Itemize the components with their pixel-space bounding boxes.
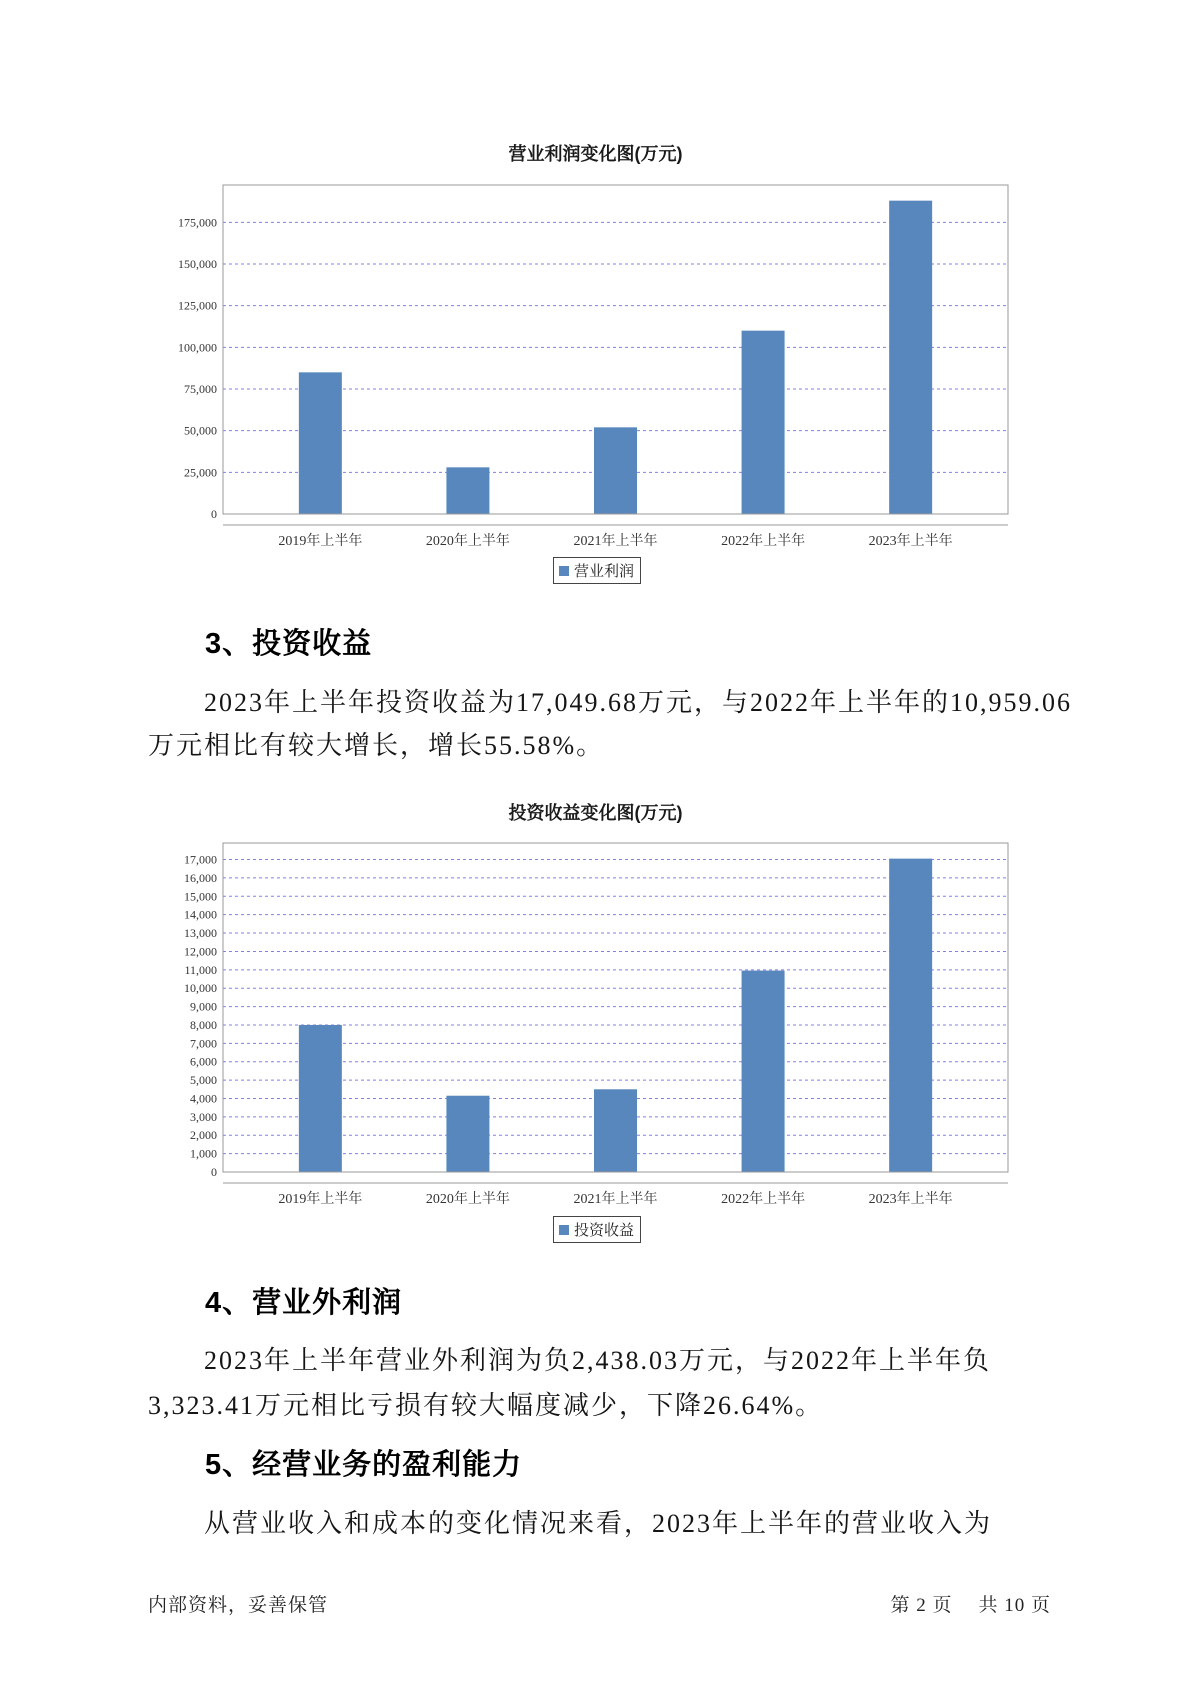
chart-legend [553,557,641,584]
paragraph-line: 从营业收入和成本的变化情况来看，2023年上半年的营业收入为 [204,1509,993,1538]
paragraph-line: 3,323.41万元相比亏损有较大幅度减少，下降26.64%。 [148,1391,824,1420]
x-tick-label: 2022年上半年 [721,1192,806,1207]
operating-profit-chart [0,175,1060,555]
y-tick-label: 14,000 [184,907,217,922]
x-tick-label: 2020年上半年 [425,1192,510,1207]
y-tick-label: 4,000 [190,1091,217,1106]
x-tick-label: 2021年上半年 [573,1192,658,1207]
y-tick-label: 100,000 [178,340,217,355]
footer-page-number: 第 2 页 [890,1595,953,1616]
legend-swatch [559,1225,569,1235]
y-tick-label: 1,000 [190,1146,217,1161]
y-tick-label: 0 [211,1165,217,1179]
paragraph-line: 2023年上半年营业外利润为负2,438.03万元，与2022年上半年负 [204,1346,992,1375]
y-tick-label: 25,000 [184,465,217,480]
y-tick-label: 11,000 [184,962,217,977]
legend-label: 投资收益 [573,1223,635,1239]
x-tick-label: 2022年上半年 [721,534,806,549]
x-tick-label: 2023年上半年 [868,534,953,549]
y-tick-label: 0 [211,507,217,521]
y-tick-label: 8,000 [190,1017,217,1032]
y-tick-label: 150,000 [178,257,217,271]
y-tick-label: 3,000 [190,1109,217,1124]
section-heading: 5、经营业务的盈利能力 [205,1449,523,1481]
y-tick-label: 2,000 [190,1128,217,1143]
x-tick-label: 2019年上半年 [278,1192,363,1207]
investment-income-bar-2019-h1 [299,1025,342,1172]
chart-legend [553,1216,641,1243]
y-tick-label: 175,000 [178,215,217,230]
operating-profit-bar-2023-h1 [889,201,932,514]
operating-profit-bar-2021-h1 [594,427,637,514]
y-tick-label: 7,000 [190,1036,217,1051]
y-tick-label: 16,000 [184,870,217,885]
footer-page-info [890,1593,1051,1619]
y-tick-label: 125,000 [178,298,217,313]
chart-title: 营业利润变化图(万元) [508,144,683,164]
investment-income-bar-2023-h1 [889,859,932,1172]
chart-title: 投资收益变化图(万元) [508,803,683,823]
operating-profit-bar-2020-h1 [446,467,489,514]
y-tick-label: 10,000 [184,981,217,996]
y-tick-label: 12,000 [184,944,217,959]
y-tick-label: 9,000 [190,999,217,1014]
legend-swatch [559,566,569,576]
section-heading: 3、投资收益 [205,628,373,660]
investment-income-bar-2020-h1 [446,1096,489,1172]
y-tick-label: 15,000 [184,889,217,904]
legend-label: 营业利润 [573,564,635,580]
y-tick-label: 75,000 [184,382,217,396]
footer-page-total: 共 10 页 [978,1595,1051,1616]
x-tick-label: 2023年上半年 [868,1192,953,1207]
investment-income-bar-2022-h1 [742,971,785,1172]
y-tick-label: 17,000 [184,852,217,867]
y-tick-label: 13,000 [184,926,217,941]
y-tick-label: 6,000 [190,1054,217,1069]
y-tick-label: 5,000 [190,1073,217,1088]
section-heading: 4、营业外利润 [205,1287,403,1319]
investment-income-bar-2021-h1 [594,1089,637,1172]
paragraph-line: 2023年上半年投资收益为17,049.68万元，与2022年上半年的10,959.06 [204,688,1073,717]
operating-profit-bar-2019-h1 [299,372,342,514]
x-tick-label: 2019年上半年 [278,534,363,549]
x-tick-label: 2020年上半年 [425,534,510,549]
investment-income-chart [0,833,1060,1213]
footer-note: 内部资料，妥善保管 [148,1595,329,1616]
x-tick-label: 2021年上半年 [573,534,658,549]
paragraph-line: 万元相比有较大增长，增长55.58%。 [148,731,605,760]
y-tick-label: 50,000 [184,423,217,438]
operating-profit-bar-2022-h1 [742,331,785,514]
